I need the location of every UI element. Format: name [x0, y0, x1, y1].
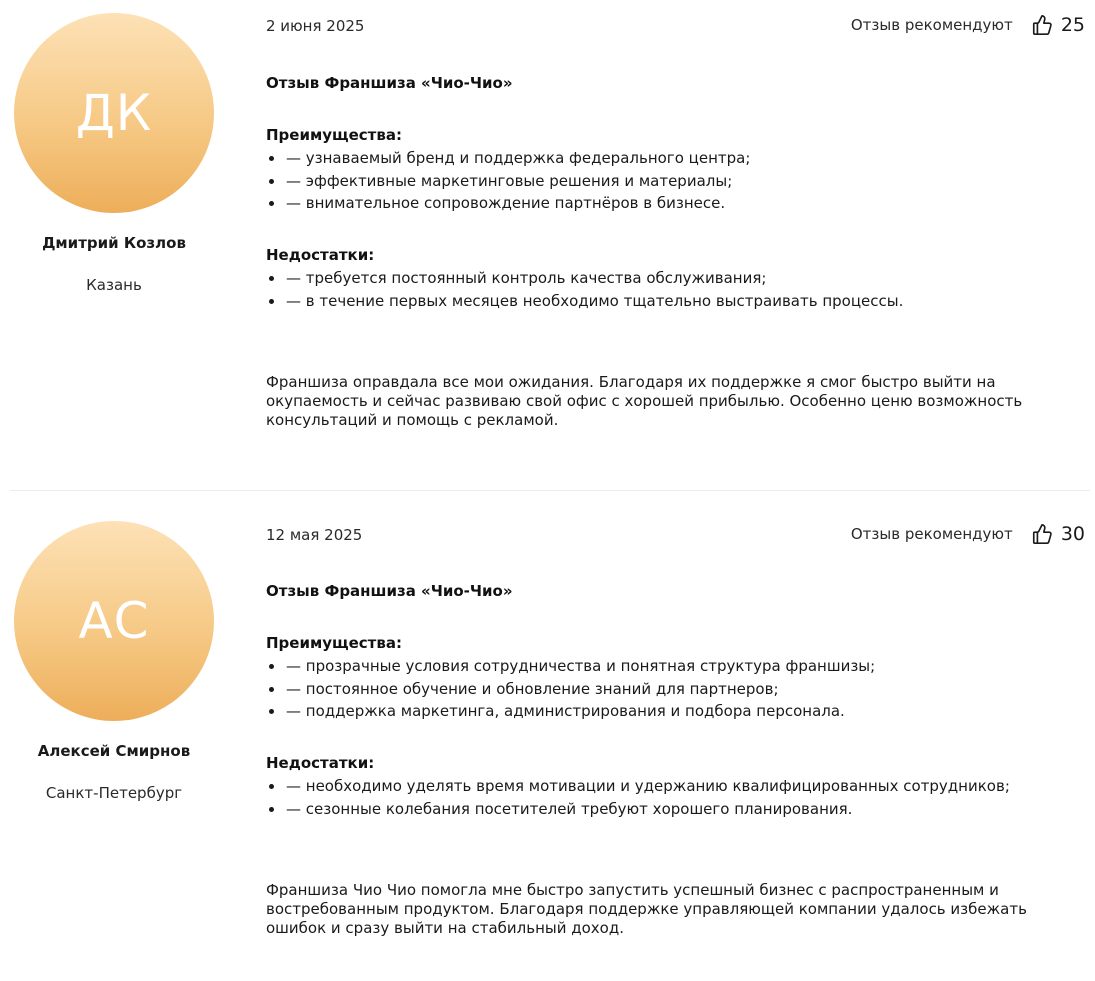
pros-list	[266, 147, 750, 215]
recommend-count: 25	[1060, 14, 1085, 36]
pros-item: — узнаваемый бренд и поддержка федерального центра;	[266, 147, 750, 170]
cons-heading: Недостатки:	[266, 754, 375, 772]
cons-item: — в течение первых месяцев необходимо тщательно выстраивать процессы.	[266, 290, 903, 313]
recommend-block	[851, 523, 1085, 545]
cons-item: — необходимо уделять время мотивации и удержанию квалифицированных сотрудников;	[266, 775, 1010, 798]
avatar-initials: АС	[78, 592, 150, 650]
cons-item: — сезонные колебания посетителей требуют хорошего планирования.	[266, 798, 1010, 821]
cons-heading: Недостатки:	[266, 246, 375, 264]
cons-list	[266, 775, 1010, 820]
pros-heading: Преимущества:	[266, 634, 402, 652]
review-title: Отзыв Франшиза «Чио-Чио»	[266, 582, 513, 600]
pros-item: — прозрачные условия сотрудничества и понятная структура франшизы;	[266, 655, 875, 678]
thumbs-up-icon[interactable]	[1031, 14, 1053, 36]
pros-item: — внимательное сопровождение партнёров в бизнесе.	[266, 192, 750, 215]
recommend-count: 30	[1060, 523, 1085, 545]
pros-item: — поддержка маркетинга, администрирования и подбора персонала.	[266, 700, 875, 723]
avatar	[14, 521, 214, 721]
avatar-initials: ДК	[75, 84, 153, 142]
cons-item: — требуется постоянный контроль качества обслуживания;	[266, 267, 903, 290]
review-text: Франшиза Чио Чио помогла мне быстро запустить успешный бизнес с распространенным и востребованным продуктом. Благодаря поддержке управляющей компании удалось избежать ошибок и сразу выйти на стабильный доход.	[266, 881, 1027, 937]
pros-item: — постоянное обучение и обновление знаний для партнеров;	[266, 678, 875, 701]
recommend-block	[851, 14, 1085, 36]
review-date: 2 июня 2025	[266, 17, 365, 35]
divider	[10, 490, 1090, 491]
review-date: 12 мая 2025	[266, 526, 363, 544]
pros-item: — эффективные маркетинговые решения и материалы;	[266, 170, 750, 193]
review-text: Франшиза оправдала все мои ожидания. Благодаря их поддержке я смог быстро выйти на окупаемость и сейчас развиваю свой офис с хорошей прибылью. Особенно ценю возможность консультаций и помощь с рекламой.	[266, 373, 1023, 429]
author-name: Алексей Смирнов	[37, 742, 191, 760]
avatar	[14, 13, 214, 213]
recommend-label: Отзыв рекомендуют	[850, 16, 1013, 34]
author-city: Санкт-Петербург	[45, 784, 183, 802]
author-city: Казань	[86, 276, 142, 294]
thumbs-up-icon[interactable]	[1031, 523, 1053, 545]
cons-list	[266, 267, 903, 312]
author-name: Дмитрий Козлов	[42, 234, 186, 252]
pros-list	[266, 655, 875, 723]
recommend-label: Отзыв рекомендуют	[850, 525, 1013, 543]
pros-heading: Преимущества:	[266, 126, 402, 144]
review-title: Отзыв Франшиза «Чио-Чио»	[266, 74, 513, 92]
